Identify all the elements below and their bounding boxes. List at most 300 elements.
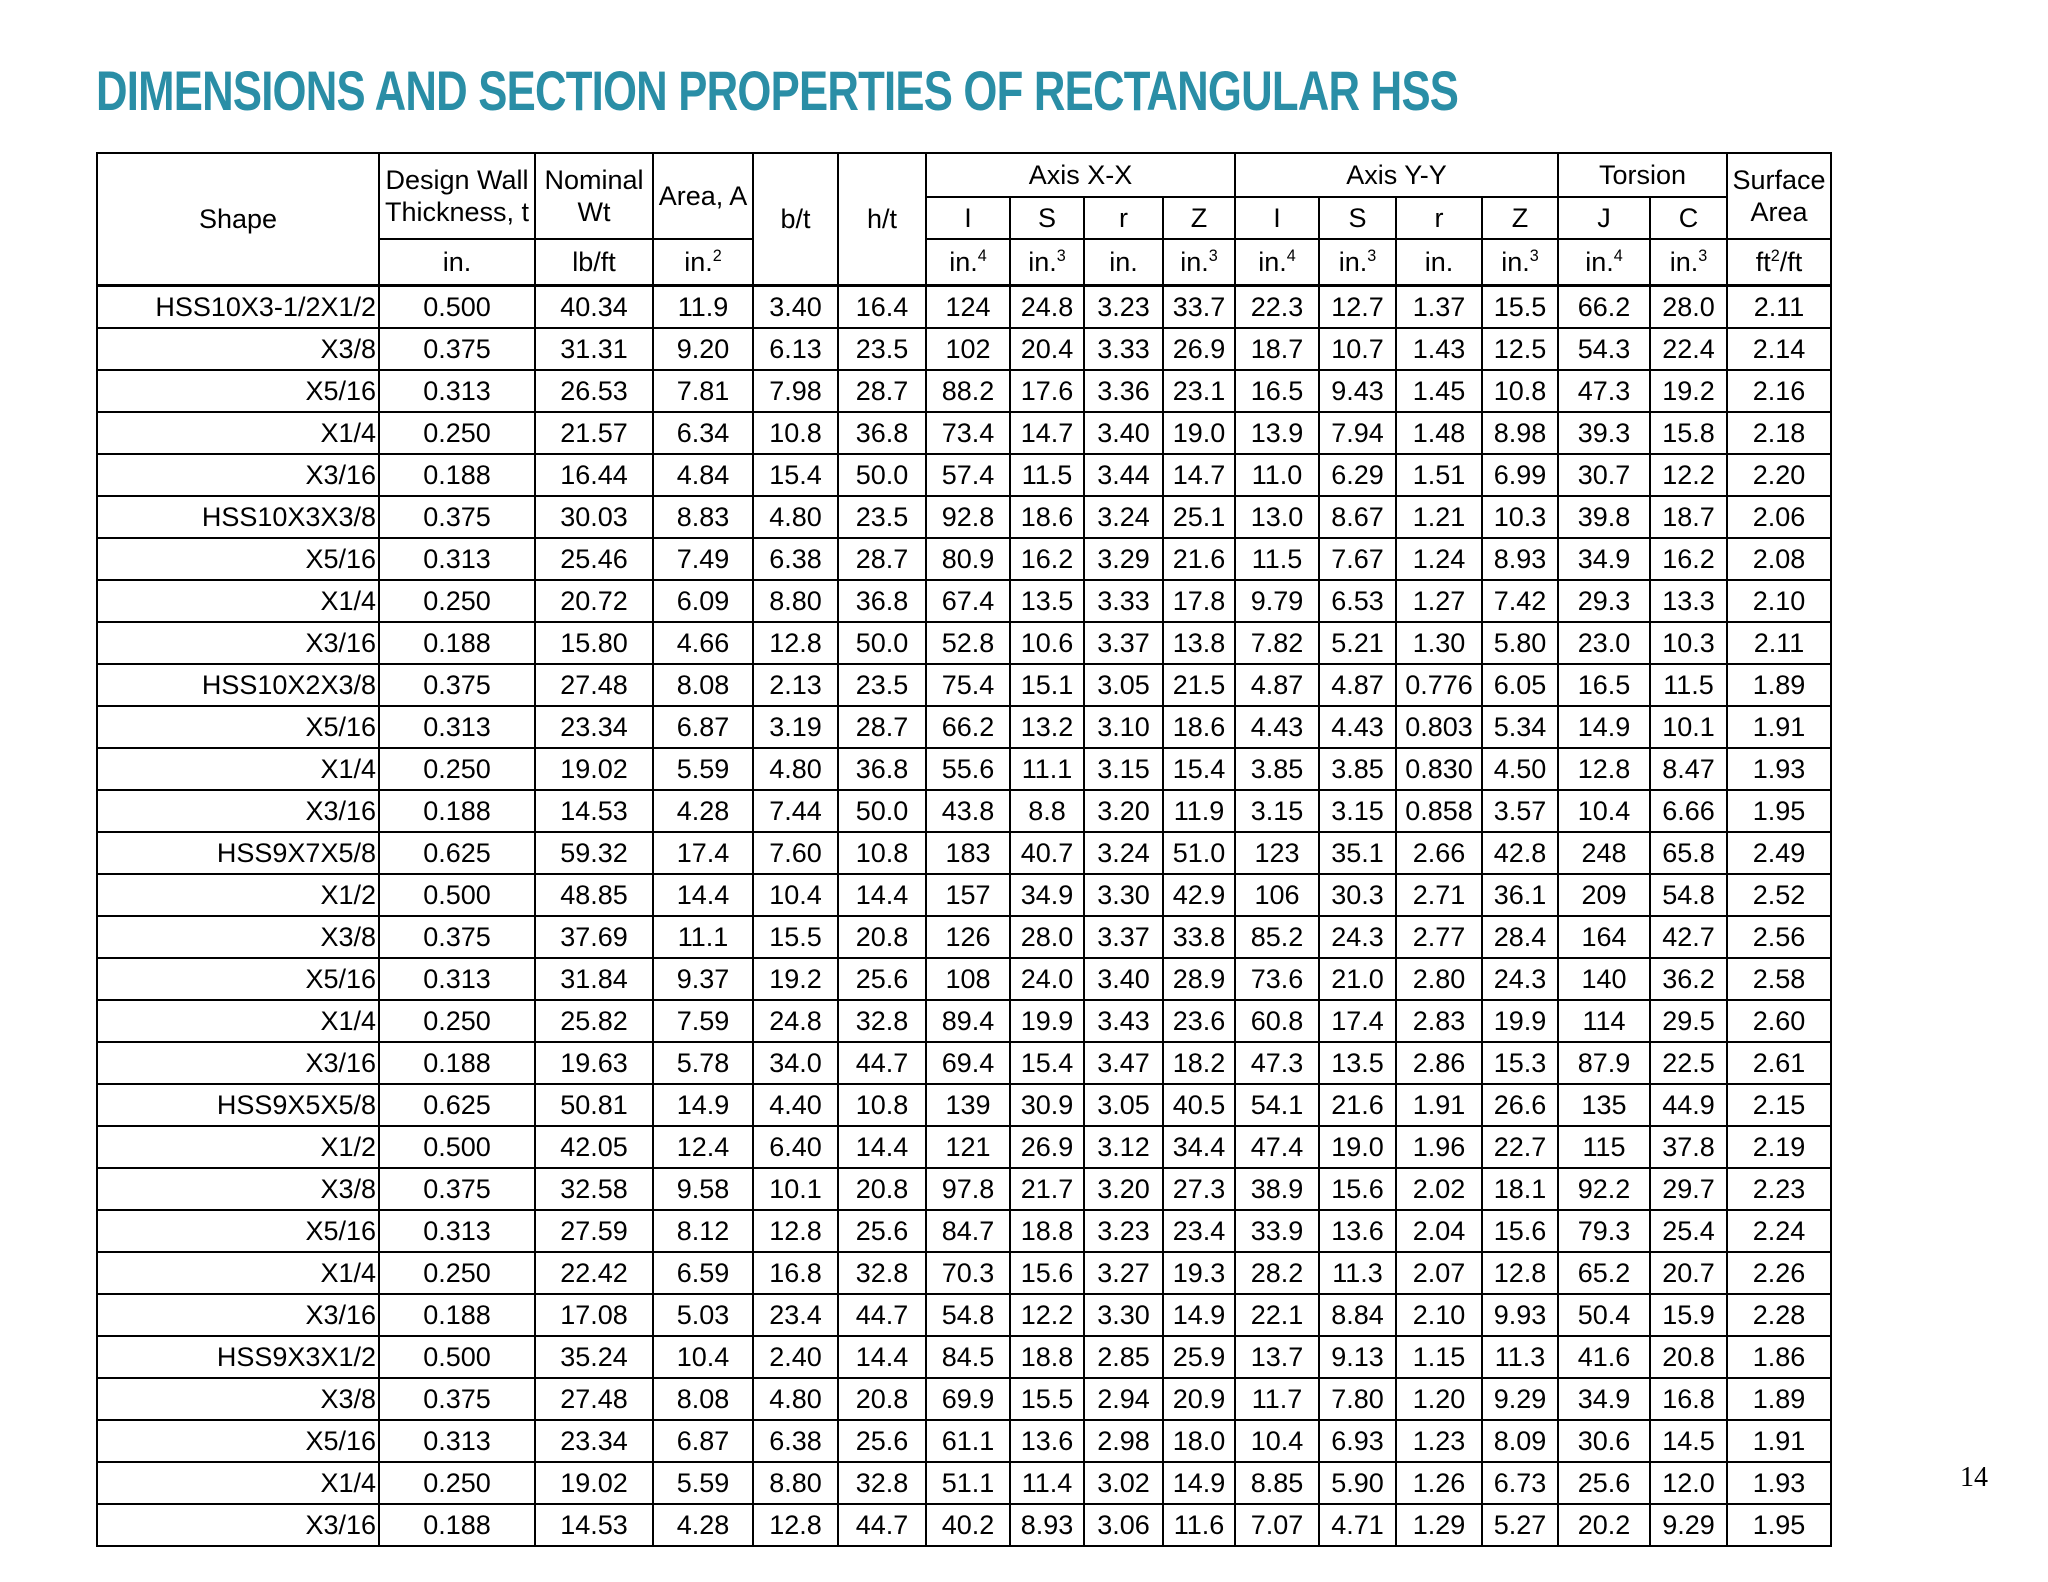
table-cell: 135 (1558, 1084, 1650, 1126)
table-cell: 7.07 (1235, 1504, 1319, 1546)
table-cell: 48.85 (535, 874, 653, 916)
shape-cell: X3/8 (97, 1378, 379, 1420)
table-cell: 34.9 (1558, 538, 1650, 580)
unit-xx-z: in.$^3$ (1163, 239, 1235, 286)
table-cell: 5.78 (653, 1042, 753, 1084)
table-cell: 11.4 (1010, 1462, 1084, 1504)
table-cell: 0.250 (379, 748, 535, 790)
table-cell: 0.313 (379, 538, 535, 580)
table-cell: 28.0 (1010, 916, 1084, 958)
table-cell: 9.43 (1319, 370, 1396, 412)
table-cell: 5.03 (653, 1294, 753, 1336)
table-cell: 3.40 (1084, 958, 1163, 1000)
table-cell: 10.8 (838, 832, 926, 874)
table-cell: 5.80 (1482, 622, 1558, 664)
table-cell: 6.34 (653, 412, 753, 454)
table-cell: 164 (1558, 916, 1650, 958)
table-cell: 2.80 (1396, 958, 1482, 1000)
table-cell: 73.4 (926, 412, 1010, 454)
table-cell: 2.58 (1727, 958, 1831, 1000)
table-cell: 17.4 (1319, 1000, 1396, 1042)
table-cell: 22.5 (1650, 1042, 1727, 1084)
table-cell: 18.1 (1482, 1168, 1558, 1210)
table-cell: 0.250 (379, 412, 535, 454)
table-cell: 1.91 (1727, 706, 1831, 748)
table-cell: 11.1 (653, 916, 753, 958)
table-cell: 10.4 (653, 1336, 753, 1378)
table-cell: 12.0 (1650, 1462, 1727, 1504)
table-cell: 12.8 (1558, 748, 1650, 790)
table-cell: 30.03 (535, 496, 653, 538)
table-cell: 4.50 (1482, 748, 1558, 790)
table-cell: 8.80 (753, 580, 838, 622)
table-cell: 27.48 (535, 1378, 653, 1420)
shape-cell: HSS9X7X5/8 (97, 832, 379, 874)
table-cell: 0.250 (379, 1000, 535, 1042)
table-cell: 157 (926, 874, 1010, 916)
table-cell: 13.6 (1010, 1420, 1084, 1462)
unit-yy-s: in.$^3$ (1319, 239, 1396, 286)
table-cell: 0.188 (379, 790, 535, 832)
table-cell: 67.4 (926, 580, 1010, 622)
table-cell: 25.6 (838, 1210, 926, 1252)
table-cell: 0.250 (379, 1462, 535, 1504)
table-cell: 3.44 (1084, 454, 1163, 496)
table-cell: 2.61 (1727, 1042, 1831, 1084)
table-cell: 15.4 (1163, 748, 1235, 790)
table-cell: 1.91 (1396, 1084, 1482, 1126)
table-cell: 11.5 (1650, 664, 1727, 706)
header-yy-z: Z (1482, 197, 1558, 239)
table-cell: 11.6 (1163, 1504, 1235, 1546)
table-cell: 36.1 (1482, 874, 1558, 916)
table-cell: 0.313 (379, 370, 535, 412)
table-cell: 3.23 (1084, 1210, 1163, 1252)
table-cell: 8.80 (753, 1462, 838, 1504)
table-cell: 24.8 (1010, 286, 1084, 329)
header-design-wall: Design Wall Thickness, t (379, 153, 535, 239)
table-cell: 3.15 (1235, 790, 1319, 832)
table-cell: 7.59 (653, 1000, 753, 1042)
table-cell: 1.20 (1396, 1378, 1482, 1420)
table-cell: 1.45 (1396, 370, 1482, 412)
table-cell: 36.2 (1650, 958, 1727, 1000)
table-cell: 2.71 (1396, 874, 1482, 916)
table-cell: 14.4 (838, 1336, 926, 1378)
table-cell: 36.8 (838, 748, 926, 790)
shape-cell: X3/16 (97, 1294, 379, 1336)
table-cell: 50.0 (838, 790, 926, 832)
table-cell: 6.99 (1482, 454, 1558, 496)
table-cell: 5.59 (653, 1462, 753, 1504)
shape-cell: HSS10X3-1/2X1/2 (97, 286, 379, 329)
table-row (97, 454, 1831, 496)
table-cell: 106 (1235, 874, 1319, 916)
table-cell: 18.2 (1163, 1042, 1235, 1084)
table-cell: 44.7 (838, 1042, 926, 1084)
table-cell: 2.07 (1396, 1252, 1482, 1294)
shape-cell: X5/16 (97, 1420, 379, 1462)
table-cell: 18.6 (1010, 496, 1084, 538)
table-cell: 36.8 (838, 580, 926, 622)
header-area: Area, A (653, 153, 753, 239)
table-cell: 28.9 (1163, 958, 1235, 1000)
table-cell: 33.8 (1163, 916, 1235, 958)
table-cell: 21.6 (1319, 1084, 1396, 1126)
table-cell: 69.9 (926, 1378, 1010, 1420)
shape-cell: X5/16 (97, 706, 379, 748)
table-row (97, 1000, 1831, 1042)
table-cell: 3.47 (1084, 1042, 1163, 1084)
table-cell: 3.29 (1084, 538, 1163, 580)
table-cell: 23.0 (1558, 622, 1650, 664)
hss-properties-table (96, 152, 1832, 1547)
table-cell: 2.15 (1727, 1084, 1831, 1126)
shape-cell: X1/2 (97, 874, 379, 916)
table-cell: 18.6 (1163, 706, 1235, 748)
table-cell: 13.5 (1319, 1042, 1396, 1084)
table-cell: 8.85 (1235, 1462, 1319, 1504)
table-cell: 7.42 (1482, 580, 1558, 622)
table-cell: 16.2 (1650, 538, 1727, 580)
table-cell: 52.8 (926, 622, 1010, 664)
table-cell: 57.4 (926, 454, 1010, 496)
table-cell: 92.2 (1558, 1168, 1650, 1210)
table-cell: 20.9 (1163, 1378, 1235, 1420)
table-cell: 3.06 (1084, 1504, 1163, 1546)
table-cell: 11.3 (1319, 1252, 1396, 1294)
shape-cell: X5/16 (97, 958, 379, 1000)
table-cell: 1.91 (1727, 1420, 1831, 1462)
table-cell: 6.93 (1319, 1420, 1396, 1462)
table-cell: 10.6 (1010, 622, 1084, 664)
table-cell: 6.66 (1650, 790, 1727, 832)
table-cell: 17.8 (1163, 580, 1235, 622)
table-cell: 5.27 (1482, 1504, 1558, 1546)
table-cell: 183 (926, 832, 1010, 874)
unit-yy-z: in.$^3$ (1482, 239, 1558, 286)
table-cell: 89.4 (926, 1000, 1010, 1042)
table-row (97, 370, 1831, 412)
table-cell: 22.3 (1235, 286, 1319, 329)
table-cell: 20.7 (1650, 1252, 1727, 1294)
table-cell: 5.34 (1482, 706, 1558, 748)
table-cell: 2.85 (1084, 1336, 1163, 1378)
table-cell: 10.1 (1650, 706, 1727, 748)
table-cell: 1.96 (1396, 1126, 1482, 1168)
table-cell: 25.46 (535, 538, 653, 580)
table-cell: 6.59 (653, 1252, 753, 1294)
table-cell: 38.9 (1235, 1168, 1319, 1210)
table-cell: 0.313 (379, 958, 535, 1000)
table-row (97, 580, 1831, 622)
table-cell: 22.4 (1650, 328, 1727, 370)
table-cell: 7.44 (753, 790, 838, 832)
table-row (97, 832, 1831, 874)
table-cell: 3.02 (1084, 1462, 1163, 1504)
table-cell: 16.4 (838, 286, 926, 329)
unit-wt: lb/ft (535, 239, 653, 286)
table-cell: 6.13 (753, 328, 838, 370)
shape-cell: HSS10X3X3/8 (97, 496, 379, 538)
table-cell: 8.93 (1482, 538, 1558, 580)
table-cell: 50.4 (1558, 1294, 1650, 1336)
table-cell: 31.31 (535, 328, 653, 370)
table-cell: 8.8 (1010, 790, 1084, 832)
table-cell: 54.3 (1558, 328, 1650, 370)
table-cell: 1.43 (1396, 328, 1482, 370)
table-cell: 50.81 (535, 1084, 653, 1126)
table-cell: 27.48 (535, 664, 653, 706)
table-row (97, 1210, 1831, 1252)
table-cell: 41.6 (1558, 1336, 1650, 1378)
table-cell: 10.3 (1650, 622, 1727, 664)
shape-cell: X1/4 (97, 1000, 379, 1042)
unit-xx-s: in.$^3$ (1010, 239, 1084, 286)
table-cell: 108 (926, 958, 1010, 1000)
table-cell: 19.63 (535, 1042, 653, 1084)
header-torsion-j: J (1558, 197, 1650, 239)
table-cell: 2.14 (1727, 328, 1831, 370)
table-cell: 19.02 (535, 748, 653, 790)
table-cell: 27.3 (1163, 1168, 1235, 1210)
table-cell: 23.5 (838, 496, 926, 538)
table-cell: 4.80 (753, 1378, 838, 1420)
table-cell: 26.9 (1163, 328, 1235, 370)
table-cell: 3.23 (1084, 286, 1163, 329)
table-cell: 19.0 (1163, 412, 1235, 454)
table-cell: 30.3 (1319, 874, 1396, 916)
table-cell: 7.80 (1319, 1378, 1396, 1420)
header-torsion-c: C (1650, 197, 1727, 239)
table-cell: 8.83 (653, 496, 753, 538)
shape-cell: X3/8 (97, 328, 379, 370)
table-row (97, 1252, 1831, 1294)
table-row (97, 1042, 1831, 1084)
unit-torsion-c: in.$^3$ (1650, 239, 1727, 286)
table-cell: 2.02 (1396, 1168, 1482, 1210)
table-cell: 3.19 (753, 706, 838, 748)
table-cell: 30.7 (1558, 454, 1650, 496)
table-cell: 10.4 (1558, 790, 1650, 832)
table-cell: 2.11 (1727, 286, 1831, 329)
table-row (97, 706, 1831, 748)
table-cell: 26.6 (1482, 1084, 1558, 1126)
table-row (97, 1462, 1831, 1504)
table-cell: 1.24 (1396, 538, 1482, 580)
table-cell: 19.9 (1482, 1000, 1558, 1042)
table-cell: 21.57 (535, 412, 653, 454)
table-cell: 30.6 (1558, 1420, 1650, 1462)
table-cell: 17.08 (535, 1294, 653, 1336)
table-cell: 15.6 (1319, 1168, 1396, 1210)
table-cell: 87.9 (1558, 1042, 1650, 1084)
table-cell: 1.29 (1396, 1504, 1482, 1546)
table-cell: 3.30 (1084, 874, 1163, 916)
table-cell: 12.2 (1650, 454, 1727, 496)
table-cell: 2.23 (1727, 1168, 1831, 1210)
table-cell: 73.6 (1235, 958, 1319, 1000)
table-cell: 4.71 (1319, 1504, 1396, 1546)
table-cell: 6.09 (653, 580, 753, 622)
table-cell: 32.8 (838, 1462, 926, 1504)
table-cell: 18.7 (1650, 496, 1727, 538)
table-cell: 0.625 (379, 1084, 535, 1126)
table-cell: 13.7 (1235, 1336, 1319, 1378)
table-cell: 2.77 (1396, 916, 1482, 958)
table-header (97, 153, 1831, 286)
table-cell: 3.15 (1319, 790, 1396, 832)
table-cell: 40.2 (926, 1504, 1010, 1546)
table-cell: 23.34 (535, 1420, 653, 1462)
table-cell: 12.8 (753, 1210, 838, 1252)
table-cell: 28.2 (1235, 1252, 1319, 1294)
table-cell: 123 (1235, 832, 1319, 874)
table-cell: 42.8 (1482, 832, 1558, 874)
table-cell: 4.28 (653, 1504, 753, 1546)
table-cell: 11.9 (653, 286, 753, 329)
table-cell: 61.1 (926, 1420, 1010, 1462)
table-cell: 0.250 (379, 580, 535, 622)
table-cell: 4.80 (753, 748, 838, 790)
table-cell: 2.94 (1084, 1378, 1163, 1420)
table-cell: 44.7 (838, 1504, 926, 1546)
table-cell: 6.53 (1319, 580, 1396, 622)
table-cell: 126 (926, 916, 1010, 958)
table-cell: 23.1 (1163, 370, 1235, 412)
header-surface-area: Surface Area (1727, 153, 1831, 239)
table-cell: 66.2 (1558, 286, 1650, 329)
table-cell: 4.87 (1319, 664, 1396, 706)
table-cell: 3.24 (1084, 832, 1163, 874)
table-cell: 39.3 (1558, 412, 1650, 454)
table-cell: 23.6 (1163, 1000, 1235, 1042)
table-cell: 10.4 (1235, 1420, 1319, 1462)
shape-cell: X1/4 (97, 580, 379, 622)
table-cell: 11.3 (1482, 1336, 1558, 1378)
table-cell: 13.2 (1010, 706, 1084, 748)
table-cell: 1.95 (1727, 790, 1831, 832)
table-cell: 15.9 (1650, 1294, 1727, 1336)
table-cell: 30.9 (1010, 1084, 1084, 1126)
table-cell: 34.9 (1558, 1378, 1650, 1420)
table-cell: 24.3 (1319, 916, 1396, 958)
table-cell: 50.0 (838, 454, 926, 496)
table-cell: 8.08 (653, 664, 753, 706)
page-number: 14 (1960, 1462, 1988, 1493)
table-cell: 25.1 (1163, 496, 1235, 538)
table-cell: 22.42 (535, 1252, 653, 1294)
table-cell: 19.3 (1163, 1252, 1235, 1294)
table-cell: 22.7 (1482, 1126, 1558, 1168)
table-cell: 4.43 (1235, 706, 1319, 748)
table-cell: 32.58 (535, 1168, 653, 1210)
unit-t: in. (379, 239, 535, 286)
shape-cell: HSS9X5X5/8 (97, 1084, 379, 1126)
table-cell: 9.13 (1319, 1336, 1396, 1378)
table-cell: 7.81 (653, 370, 753, 412)
table-cell: 9.29 (1482, 1378, 1558, 1420)
table-cell: 25.9 (1163, 1336, 1235, 1378)
table-row (97, 286, 1831, 329)
table-cell: 16.8 (753, 1252, 838, 1294)
table-cell: 42.05 (535, 1126, 653, 1168)
table-cell: 2.26 (1727, 1252, 1831, 1294)
table-cell: 1.95 (1727, 1504, 1831, 1546)
table-cell: 3.40 (1084, 412, 1163, 454)
table-cell: 20.72 (535, 580, 653, 622)
table-cell: 28.7 (838, 706, 926, 748)
table-cell: 31.84 (535, 958, 653, 1000)
table-cell: 5.21 (1319, 622, 1396, 664)
table-cell: 209 (1558, 874, 1650, 916)
table-row (97, 916, 1831, 958)
table-cell: 34.9 (1010, 874, 1084, 916)
table-cell: 26.53 (535, 370, 653, 412)
table-cell: 26.9 (1010, 1126, 1084, 1168)
table-cell: 2.13 (753, 664, 838, 706)
table-cell: 6.40 (753, 1126, 838, 1168)
table-cell: 37.69 (535, 916, 653, 958)
table-cell: 8.47 (1650, 748, 1727, 790)
table-cell: 4.43 (1319, 706, 1396, 748)
table-cell: 10.8 (1482, 370, 1558, 412)
header-nominal-wt: Nominal Wt (535, 153, 653, 239)
header-yy-s: S (1319, 197, 1396, 239)
table-cell: 5.90 (1319, 1462, 1396, 1504)
table-cell: 0.500 (379, 1126, 535, 1168)
table-cell: 8.08 (653, 1378, 753, 1420)
table-cell: 2.04 (1396, 1210, 1482, 1252)
table-cell: 0.188 (379, 1294, 535, 1336)
table-cell: 84.5 (926, 1336, 1010, 1378)
table-cell: 1.26 (1396, 1462, 1482, 1504)
table-cell: 0.500 (379, 286, 535, 329)
header-axis-xx: Axis X-X (926, 153, 1235, 197)
shape-cell: X3/16 (97, 622, 379, 664)
table-cell: 14.7 (1163, 454, 1235, 496)
table-cell: 14.53 (535, 790, 653, 832)
header-yy-i: I (1235, 197, 1319, 239)
table-cell: 10.4 (753, 874, 838, 916)
table-cell: 3.20 (1084, 1168, 1163, 1210)
table-cell: 2.28 (1727, 1294, 1831, 1336)
table-cell: 24.0 (1010, 958, 1084, 1000)
unit-surface-area: $ft^2/ft$ (1727, 239, 1831, 286)
table-cell: 14.9 (653, 1084, 753, 1126)
table-cell: 0.188 (379, 1504, 535, 1546)
table-cell: 2.10 (1396, 1294, 1482, 1336)
table-cell: 19.2 (753, 958, 838, 1000)
table-cell: 2.40 (753, 1336, 838, 1378)
table-cell: 0.375 (379, 496, 535, 538)
table-cell: 25.6 (838, 958, 926, 1000)
table-cell: 21.5 (1163, 664, 1235, 706)
table-cell: 2.19 (1727, 1126, 1831, 1168)
table-cell: 47.3 (1558, 370, 1650, 412)
table-cell: 5.59 (653, 748, 753, 790)
table-cell: 92.8 (926, 496, 1010, 538)
table-cell: 6.73 (1482, 1462, 1558, 1504)
table-cell: 8.84 (1319, 1294, 1396, 1336)
table-cell: 6.87 (653, 1420, 753, 1462)
table-cell: 3.33 (1084, 580, 1163, 622)
table-cell: 65.8 (1650, 832, 1727, 874)
table-cell: 14.53 (535, 1504, 653, 1546)
table-cell: 9.37 (653, 958, 753, 1000)
table-row (97, 622, 1831, 664)
table-cell: 4.28 (653, 790, 753, 832)
